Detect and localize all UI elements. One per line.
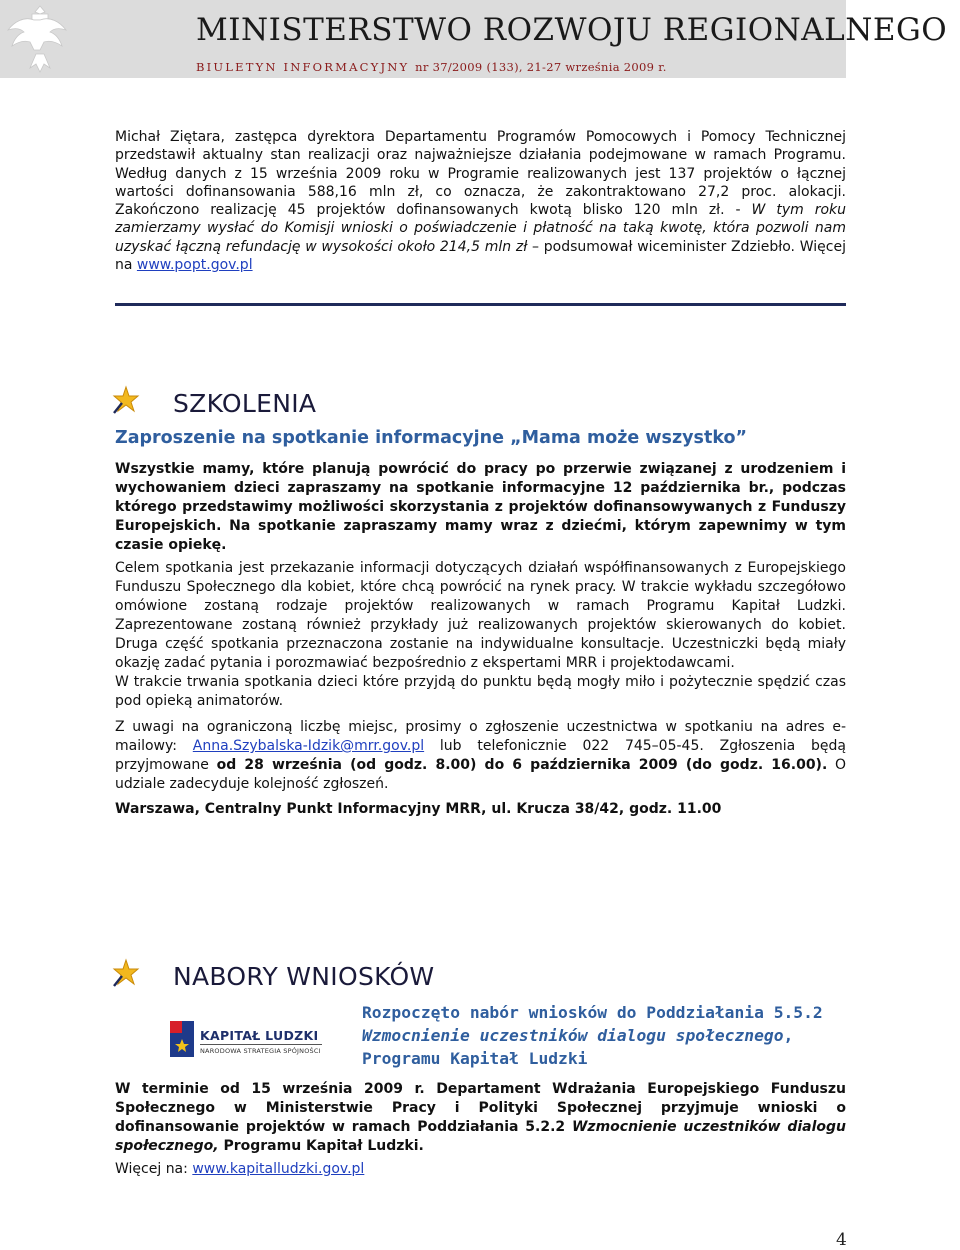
intro-text: Michał Ziętara, zastępca dyrektora Departamentu Programów Pomocowych i Pomocy Technicznej przedstawił aktualny stan realizacji oraz najważniejsze działania podejmowane w ramach Programu. Według danych z 15 września 2009 roku w Programie realizowanych jest 137 projektów o łącznej wartości dofinansowania 588,16 mln zł, co oznacza, że zakontraktowano 27,2 proc. alokacji. Zakończono realizację 45 projektów dofinansowanych kwotą blisko 120 mln zł. - bbox=[115, 129, 846, 219]
registration-phone-text: lub telefonicznie 022 745–05-45. Zgłoszenia będą przyjmowane bbox=[115, 738, 846, 773]
nabor-headline bbox=[362, 1001, 848, 1070]
nabor-headline-rest: , Programu Kapitał Ludzki bbox=[362, 1026, 794, 1068]
invite-paragraph-3: W trakcie trwania spotkania dzieci które przyjdą do punktu będą mogły miło i pożytecznie spędzić czas pod opieką animatorów. bbox=[115, 674, 846, 709]
invite-paragraph-4 bbox=[115, 718, 846, 794]
page-header bbox=[0, 0, 948, 78]
more-label: Więcej na: bbox=[115, 1161, 193, 1177]
logo-subtitle: NARODOWA STRATEGIA SPÓJNOŚCI bbox=[200, 1047, 321, 1055]
logo-name: KAPITAŁ LUDZKI bbox=[200, 1028, 319, 1043]
email-link[interactable]: Anna.Szybalska-Idzik@mrr.gov.pl bbox=[192, 738, 425, 754]
logo-divider bbox=[200, 1044, 322, 1045]
invite-bold-text-2: , podczas którego przedstawimy możliwości skorzystania z projektów dofinansowywanych z Funduszy Europejskich. Na spotkanie zapraszamy mamy wraz z dziećmi, którym zapewnimy w tym czasie opiekę. bbox=[115, 480, 846, 553]
bulletin-line bbox=[196, 60, 667, 74]
section-header-nabory bbox=[110, 958, 610, 998]
bulletin-issue: nr 37/2009 (133), 21-27 września 2009 r. bbox=[415, 60, 667, 74]
polish-eagle-emblem bbox=[0, 0, 80, 78]
section-divider bbox=[115, 303, 846, 306]
page-number: 4 bbox=[836, 1230, 847, 1250]
intro-quote: W tym roku zamierzamy wysłać do Komisji wnioski o poświadczenie i płatność na taką kwotę, która pozwoli nam uzyskać łączną refundację w wysokości około 214,5 mln zł bbox=[115, 202, 846, 255]
intro-paragraph bbox=[115, 128, 846, 274]
nabor-body bbox=[115, 1080, 846, 1156]
star-icon bbox=[110, 385, 140, 415]
kapitalludzki-link[interactable]: www.kapitalludzki.gov.pl bbox=[192, 1161, 365, 1177]
invite-bold-text-1: Wszystkie mamy, które planują powrócić do pracy po przerwie związanej z urodzeniem i wychowaniem dzieci zapraszamy na spotkanie informacyjne 12 października br. bbox=[115, 461, 846, 496]
star-icon bbox=[110, 958, 140, 988]
nabor-body-italic: Wzmocnienie uczestników dialogu społecznego, bbox=[115, 1119, 846, 1154]
intro-after-quote: – podsumował wiceminister Zdziebło. Więcej na bbox=[115, 238, 846, 274]
section-title: NABORY WNIOSKÓW bbox=[173, 962, 435, 991]
nabor-more bbox=[115, 1160, 846, 1179]
section-header-szkolenia bbox=[110, 385, 610, 425]
bulletin-label: BIULETYN INFORMACYJNY bbox=[196, 60, 410, 74]
nabor-body-end: Programu Kapitał Ludzki. bbox=[218, 1138, 424, 1154]
registration-order-text: O udziale zadecyduje kolejność zgłoszeń. bbox=[115, 757, 846, 792]
invite-title: Zaproszenie na spotkanie informacyjne „Mama może wszystko” bbox=[115, 428, 748, 448]
popt-link[interactable]: www.popt.gov.pl bbox=[136, 257, 253, 274]
invite-bold-intro bbox=[115, 460, 846, 555]
registration-text: Z uwagi na ograniczoną liczbę miejsc, prosimy o zgłoszenie uczestnictwa w spotkaniu na adres e-mailowy: bbox=[115, 719, 846, 754]
registration-dates: od 28 września (od godz. 8.00) do 6 października 2009 (do godz. 16.00). bbox=[216, 757, 828, 773]
nabor-headline-italic: Wzmocnienie uczestników dialogu społecznego bbox=[362, 1026, 784, 1045]
invite-paragraph-2: Celem spotkania jest przekazanie informacji dotyczących działań współfinansowanych z Europejskiego Funduszu Społecznego dla kobiet, które chcą powrócić na rynek pracy. W trakcie wykładu szczegółowo omówione zostaną rodzaje projektów realizowanych w ramach Programu Kapitał Ludzki. Zaprezentowane zostaną również przykłady już realizowanych projektów skierowanych do kobiet. Druga część spotkania przeznaczona zostanie na indywidualne konsultacje. Uczestniczki będą miały okazję zadać pytania i porozmawiać bezpośrednio z ekspertami MRR i projektodawcami. bbox=[115, 560, 846, 671]
nabor-headline-1: Rozpoczęto nabór wniosków do Poddziałania 5.5.2 bbox=[362, 1003, 823, 1022]
section-title: SZKOLENIA bbox=[173, 389, 317, 418]
event-location: Warszawa, Centralny Punkt Informacyjny MRR, ul. Krucza 38/42, godz. 11.00 bbox=[115, 801, 722, 817]
nabor-body-text: W terminie od 15 września 2009 r. Departament Wdrażania Europejskiego Funduszu Społecznego w Ministerstwie Pracy i Polityki Społecznej przyjmuje wnioski o dofinansowanie projektów w ramach Poddziałania 5.2.2 bbox=[115, 1081, 846, 1135]
ministry-title: MINISTERSTWO ROZWOJU REGIONALNEGO bbox=[196, 12, 948, 48]
